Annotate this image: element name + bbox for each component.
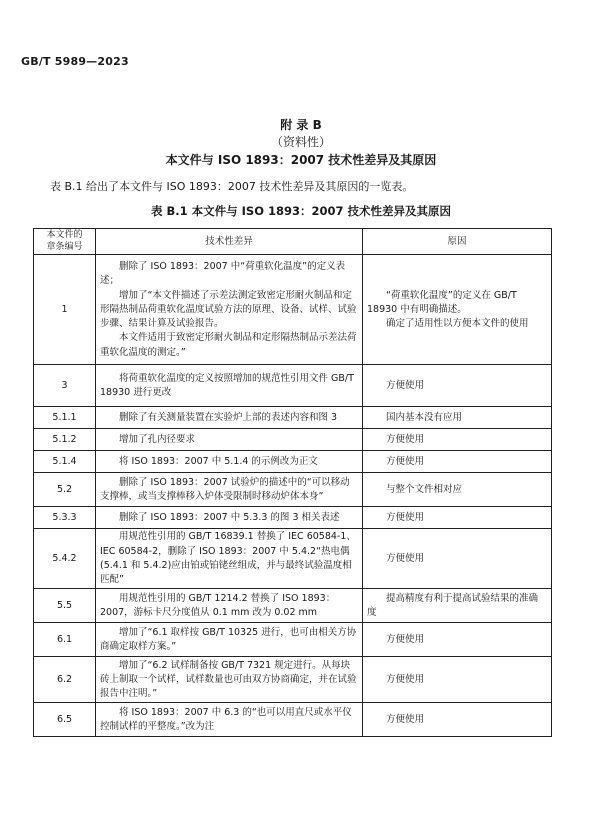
diff-cell [96,657,363,703]
reason-paragraph: 提高精度有利于提高试验结果的准确度 [367,592,539,618]
reason-paragraph: 方便使用 [386,379,425,391]
diff-paragraph: 增加了“6.2 试样制备按 GB/T 7321 规定进行。从每块砖上制取一个试样，试样数量也可由双方协商确定，并在试验报告中注明。” [100,659,357,699]
reason-cell [363,589,552,623]
annex-label: 附 录 B [280,118,322,132]
reason-cell [363,623,552,657]
table-row [34,473,552,507]
diff-paragraph: 增加了“本文件描述了示差法测定致密定形耐火制品和定形隔热制品荷重软化温度试验方法的原理、设备、试样、试验步骤、结果计算及试验报告。 [100,289,357,329]
table-caption: 表 B.1 本文件与 ISO 1893：2007 技术性差异及其原因 [150,204,451,218]
table-row [34,529,552,589]
reason-cell [363,365,552,407]
table-row [34,255,552,365]
diff-cell [96,473,363,507]
reason-paragraph: 方便使用 [386,455,425,467]
reason-paragraph: 方便使用 [386,633,425,645]
diff-paragraph: 用规范性引用的 GB/T 1214.2 替换了 ISO 1893：2007，游标卡尺分度值从 0.1 mm 改为 0.02 mm [100,592,336,618]
annex-nature: （资料性） [270,135,331,149]
reason-paragraph: 方便使用 [386,552,425,564]
reason-cell [363,529,552,589]
standard-code: GB/T 5989—2023 [21,55,129,68]
diff-cell [96,407,363,429]
clause-cell: 5.2 [34,473,96,507]
diff-cell [96,529,363,589]
clause-cell: 6.2 [34,657,96,703]
clause-cell: 5.1.4 [34,451,96,473]
reason-cell [363,429,552,451]
diff-paragraph: 将 ISO 1893：2007 中 6.3 的“也可以用直尺或水平仪控制试样的平整度。”改为注 [100,706,352,732]
annex-title: 本文件与 ISO 1893：2007 技术性差异及其原因 [165,153,437,167]
header-diff: 技术性差异 [96,229,363,255]
reason-paragraph: 确定了适用性以方便本文件的使用 [386,318,529,329]
clause-cell: 6.1 [34,623,96,657]
reason-paragraph: 方便使用 [386,673,425,685]
reason-paragraph: “荷重软化温度”的定义在 GB/T 18930 中有明确描述。 [367,289,517,315]
clause-cell: 5.1.1 [34,407,96,429]
reason-cell [363,473,552,507]
diff-paragraph: 删除了 ISO 1893：2007 中 5.3.3 的图 3 相关表述 [119,511,340,523]
table-row [34,407,552,429]
table-row [34,365,552,407]
diff-cell [96,507,363,529]
header-clause-line1: 本文件的 [46,230,83,240]
diff-cell [96,703,363,737]
header-clause [34,229,96,255]
table-row [34,429,552,451]
table-row [34,451,552,473]
diff-cell [96,255,363,365]
reason-paragraph: 与整个文件相对应 [386,483,463,495]
diff-paragraph: 增加了孔内径要求 [119,433,196,445]
diff-cell [96,623,363,657]
clause-cell: 5.4.2 [34,529,96,589]
clause-cell: 3 [34,365,96,407]
reason-cell [363,255,552,365]
reason-paragraph: 方便使用 [386,511,425,523]
header-reason: 原因 [363,229,552,255]
diff-paragraph: 增加了“6.1 取样按 GB/T 10325 进行，也可由相关方协商确定取样方案。” [100,626,357,652]
diff-paragraph: 将荷重软化温度的定义按照增加的规范性引用文件 GB/T 18930 进行更改 [100,372,354,398]
reason-cell [363,657,552,703]
clause-cell: 5.3.3 [34,507,96,529]
table-header-row [34,229,552,255]
diff-paragraph: 将 ISO 1893：2007 中 5.1.4 的示例改为正文 [119,455,318,467]
table-row [34,507,552,529]
diff-paragraph: 用规范性引用的 GB/T 16839.1 替换了 IEC 60584-1、IEC 60584-2，删除了 ISO 1893：2007 中 5.4.2“热电偶(5.4.1 和 5.4.2)应由铂或铂铑丝组成，并与最终试验温度相匹配” [100,531,356,586]
diff-paragraph: 删除了 ISO 1893：2007 中“荷重软化温度”的定义表述； [100,261,346,287]
diff-cell [96,451,363,473]
table-row [34,623,552,657]
table-row [34,657,552,703]
diff-paragraph: 本文件适用于致密定形耐火制品和定形隔热制品示差法荷重软化温度的测定。” [100,332,357,358]
clause-cell: 5.1.2 [34,429,96,451]
clause-cell: 6.5 [34,703,96,737]
diff-cell [96,589,363,623]
reason-paragraph: 方便使用 [386,713,425,725]
clause-cell: 1 [34,255,96,365]
reason-cell [363,507,552,529]
table-row [34,589,552,623]
table-body [34,255,552,737]
clause-cell: 5.5 [34,589,96,623]
reason-cell [363,703,552,737]
table-row [34,703,552,737]
annex-intro: 表 B.1 给出了本文件与 ISO 1893：2007 技术性差异及其原因的一览表。 [50,180,414,193]
diff-paragraph: 删除了有关测量装置在实验炉上部的表述内容和图 3 [119,411,338,423]
reason-paragraph: 方便使用 [386,433,425,445]
header-clause-line2: 章条编号 [46,241,83,252]
reason-cell [363,451,552,473]
differences-table [33,228,552,737]
diff-cell [96,365,363,407]
diff-paragraph: 删除了 ISO 1893：2007 试验炉的描述中的“可以移动支撑棒，或当支撑棒移入炉体受限制时移动炉体本身” [100,476,350,502]
reason-paragraph: 国内基本没有应用 [386,411,463,423]
reason-cell [363,407,552,429]
diff-cell [96,429,363,451]
